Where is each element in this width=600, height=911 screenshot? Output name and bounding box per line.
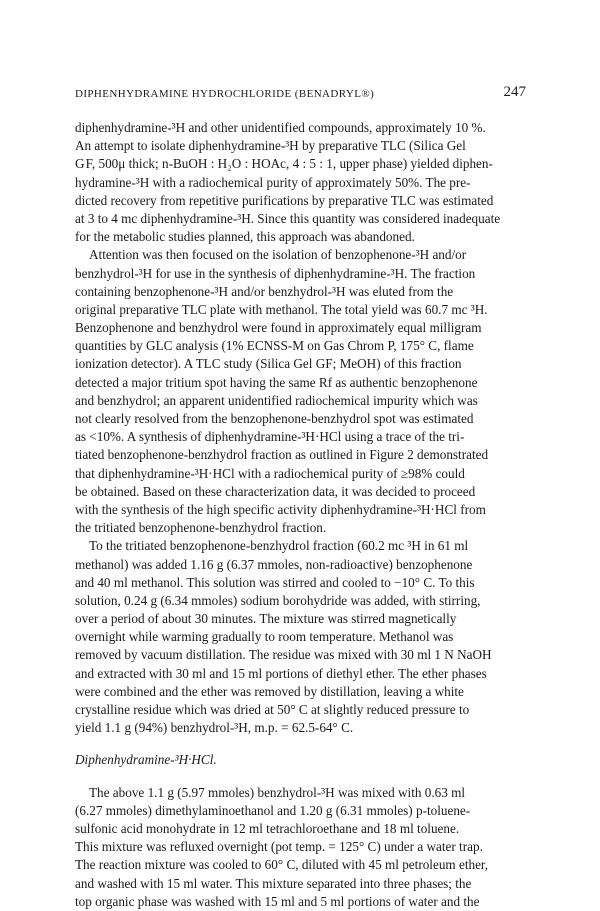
paragraph-3 [75, 537, 525, 737]
text-line: solution, 0.24 g (6.34 mmoles) sodium borohydride was added, with stirring, [75, 592, 481, 608]
text-line: with the synthesis of the high specific activity diphenhydramine-³H·HCl from [75, 501, 486, 517]
text-line: crystalline residue which was dried at 50° C at slightly reduced pressure to [75, 702, 470, 717]
text-line: hydramine-³H with a radiochemical purity of approximately 50%. The pre- [75, 174, 471, 190]
text-line: at 3 to 4 mc diphenhydramine-³H. Since this quantity was considered inadequate [75, 210, 501, 226]
text-line: To the tritiated benzophenone-benzhydrol fraction (60.2 mc ³H in 61 ml [89, 538, 469, 554]
text-line: yield 1.1 g (94%) benzhydrol-³H, m.p. = 62.5-64° C. [75, 720, 354, 736]
text-line: not clearly resolved from the benzophenone-benzhydrol spot was estimated [75, 411, 474, 426]
page-number: 247 [503, 84, 526, 100]
text-line: This mixture was refluxed overnight (pot temp. = 125° C) under a water trap. [75, 839, 483, 855]
section-subheading: Diphenhydramine-³H·HCl. [75, 752, 217, 768]
section-gap [75, 770, 525, 784]
text-line: The reaction mixture was cooled to 60° C, diluted with 45 ml petroleum ether, [75, 857, 489, 873]
text-line: benzhydrol-³H for use in the synthesis of diphenhydramine-³H. The fraction [75, 265, 476, 281]
text-line: top organic phase was washed with 15 ml and 5 ml portions of water and the [75, 893, 480, 909]
text-line: G F, 500μ thick; n-BuOH : H₂O : HOAc, 4 : 5 : 1, upper phase) yielded diphen- [75, 156, 493, 172]
text-line: An attempt to isolate diphenhydramine-³H by preparative TLC (Silica Gel [75, 138, 466, 154]
text-line: were combined and the ether was removed by distillation, leaving a white [75, 683, 464, 699]
text-line: Attention was then focused on the isolation of benzophenone-³H and/or [89, 247, 467, 263]
text-line: Benzophenone and benzhydrol were found in approximately equal milligram [75, 320, 482, 336]
text-line: tiated benzophenone-benzhydrol fraction as outlined in Figure 2 demonstrated [75, 447, 489, 463]
text-line: overnight while warming gradually to room temperature. Methanol was [75, 629, 454, 645]
text-line: removed by vacuum distillation. The residue was mixed with 30 ml 1 N NaOH [75, 647, 492, 663]
text-line: and extracted with 30 ml and 15 ml portions of diethyl ether. The ether phases [75, 665, 487, 681]
text-line: quantities by GLC analysis (1% ECNSS-M on Gas Chrom P, 175° C, flame [75, 338, 474, 354]
text-line: containing benzophenone-³H and/or benzhydrol-³H was eluted from the [75, 283, 454, 299]
text-line: that diphenhydramine-³H·HCl with a radiochemical purity of ≥98% could [75, 465, 465, 481]
text-line: methanol) was added 1.16 g (6.37 mmoles, non-radioactive) benzophenone [75, 556, 473, 572]
paragraph-1 [75, 119, 525, 246]
text-line: ionization detector). A TLC study (Silica Gel GF; MeOH) of this fraction [75, 356, 462, 372]
paragraph-2 [75, 246, 525, 537]
text-line: and washed with 15 ml water. This mixture separated into three phases; the [75, 875, 472, 891]
text-line: over a period of about 30 minutes. The mixture was stirred magnetically [75, 611, 457, 627]
text-line: and 40 ml methanol. This solution was stirred and cooled to −10° C. To this [75, 574, 475, 590]
text-line: diphenhydramine-³H and other unidentified compounds, approximately 10 %. [75, 120, 486, 135]
text-line: original preparative TLC plate with methanol. The total yield was 60.7 mc ³H. [75, 301, 488, 317]
text-line: for the metabolic studies planned, this approach was abandoned. [75, 229, 415, 245]
section-gap [75, 737, 525, 751]
text-line: be obtained. Based on these characterization data, it was decided to proceed [75, 483, 476, 499]
text-line: (6.27 mmoles) dimethylaminoethanol and 1.20 g (6.31 mmoles) p-toluene- [75, 802, 471, 818]
text-line: as <10%. A synthesis of diphenhydramine-³H·HCl using a trace of the tri- [75, 429, 465, 445]
text-line: the tritiated benzophenone-benzhydrol fraction. [75, 520, 327, 536]
text-line: The above 1.1 g (5.97 mmoles) benzhydrol-³H was mixed with 0.63 ml [89, 784, 466, 800]
body-text [75, 119, 525, 911]
paragraph-4 [75, 784, 525, 911]
text-line: dicted recovery from repetitive purifications by preparative TLC was estimated [75, 192, 494, 208]
running-head: DIPHENHYDRAMINE HYDROCHLORIDE (BENADRYL®) [75, 88, 375, 100]
text-line: and benzhydrol; an apparent unidentified radiochemical impurity which was [75, 392, 478, 408]
text-line: detected a major tritium spot having the same Rf as authentic benzophenone [75, 374, 478, 390]
text-line: sulfonic acid monohydrate in 12 ml tetrachloroethane and 18 ml toluene. [75, 820, 460, 836]
